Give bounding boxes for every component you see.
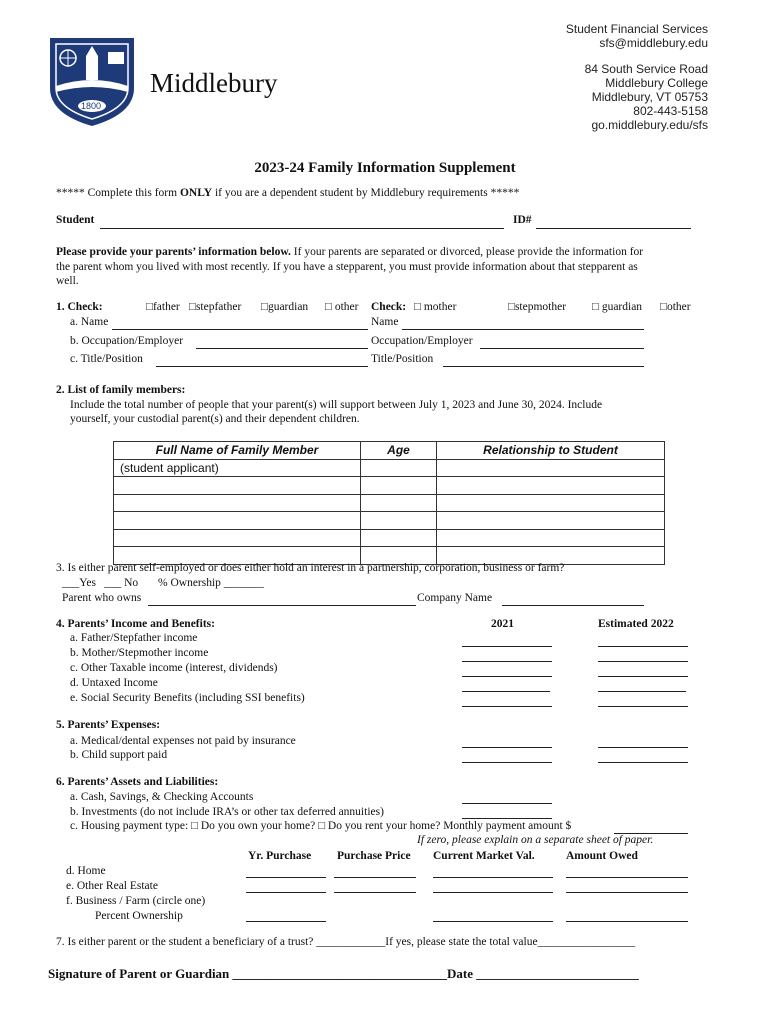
table-cell[interactable] xyxy=(437,512,665,530)
income-c-2022-field[interactable] xyxy=(598,676,688,677)
table-cell[interactable] xyxy=(437,494,665,512)
col-purchase-price: Purchase Price xyxy=(337,850,411,862)
section2-heading: 2. List of family members: xyxy=(56,384,186,396)
logo-year: 1800 xyxy=(81,101,102,111)
income-a-2022-field[interactable] xyxy=(598,646,688,647)
table-cell[interactable] xyxy=(114,512,361,530)
home-yr-field[interactable] xyxy=(246,877,326,878)
father-name-field[interactable] xyxy=(112,329,368,330)
table-header-row xyxy=(114,442,665,460)
table-row xyxy=(114,529,665,547)
income-b-2021-field[interactable] xyxy=(462,661,552,662)
address-line-2: Middlebury College xyxy=(605,76,708,90)
title-c-label: c. Title/Position xyxy=(70,353,143,365)
notice-pre: ***** Complete this form xyxy=(56,187,180,199)
asset-b-field[interactable] xyxy=(462,818,552,819)
table-cell[interactable] xyxy=(114,477,361,495)
name-a-label: a. Name xyxy=(70,316,109,328)
home-market-field[interactable] xyxy=(433,877,553,878)
realestate-owed-field[interactable] xyxy=(566,892,688,893)
check-mother[interactable]: □ mother xyxy=(414,301,457,313)
table-row xyxy=(114,477,665,495)
instructions-bold: Please provide your parents’ information below. xyxy=(56,246,291,258)
col-amount-owed: Amount Owed xyxy=(566,850,638,862)
section5-heading: 5. Parents’ Expenses: xyxy=(56,719,161,731)
office-website[interactable]: go.middlebury.edu/sfs xyxy=(591,118,708,132)
home-price-field[interactable] xyxy=(334,877,416,878)
expense-item-b: b. Child support paid xyxy=(70,749,168,761)
occupation-b-label: b. Occupation/Employer xyxy=(70,335,184,347)
table-cell[interactable] xyxy=(361,529,437,547)
income-e-2022-field[interactable] xyxy=(598,706,688,707)
instructions xyxy=(56,245,643,289)
col-age: Age xyxy=(361,442,437,460)
section3-question: 3. Is either parent self-employed or does either hold an interest in a partnership, corporation, business or farm? xyxy=(56,562,565,574)
section2-line-2: yourself, your custodial parent(s) and their dependent children. xyxy=(70,413,360,425)
col-yr-purchase: Yr. Purchase xyxy=(248,850,312,862)
income-item-e: e. Social Security Benefits (including SSI benefits) xyxy=(70,692,305,704)
income-b-2022-field[interactable] xyxy=(598,661,688,662)
section2-line-1: Include the total number of people that your parent(s) will support between July 1, 2023 and June 30, 2024. Include xyxy=(70,399,603,411)
income-d-2021-field[interactable] xyxy=(462,691,550,692)
table-cell[interactable] xyxy=(361,512,437,530)
office-phone: 802-443-5158 xyxy=(633,104,708,118)
realestate-market-field[interactable] xyxy=(433,892,553,893)
father-occupation-field[interactable] xyxy=(196,348,368,349)
student-label: Student xyxy=(56,214,95,226)
table-cell[interactable] xyxy=(114,494,361,512)
father-title-field[interactable] xyxy=(156,366,368,367)
col-full-name: Full Name of Family Member xyxy=(114,442,361,460)
mother-occupation-field[interactable] xyxy=(480,348,644,349)
check-guardian-left[interactable]: □guardian xyxy=(261,301,309,313)
notice-bold: ONLY xyxy=(179,187,213,199)
address-line-3: Middlebury, VT 05753 xyxy=(591,90,708,104)
section1-check-label: 1. Check: xyxy=(56,301,103,313)
check-guardian-right[interactable]: □ guardian xyxy=(592,301,643,313)
contact-block xyxy=(566,22,708,132)
address-line-1: 84 South Service Road xyxy=(584,62,708,76)
self-employed-no[interactable]: ___ No xyxy=(104,577,139,589)
id-label: ID# xyxy=(513,214,532,226)
table-cell[interactable] xyxy=(361,494,437,512)
form-title: 2023-24 Family Information Supplement xyxy=(254,160,516,176)
instructions-line-1: If your parents are separated or divorced, please provide the information for xyxy=(290,246,644,258)
notice-post: if you are a dependent student by Middlebury requirements ***** xyxy=(212,187,520,199)
check-stepmother[interactable]: □stepmother xyxy=(508,301,567,313)
check-other-left[interactable]: □ other xyxy=(325,301,359,313)
asset-item-c: c. Housing payment type: □ Do you own your home? □ Do you rent your home? Monthly payment amount $ xyxy=(70,820,572,832)
id-field[interactable] xyxy=(536,228,691,229)
expense-a-2022-field[interactable] xyxy=(598,747,688,748)
table-cell[interactable] xyxy=(437,529,665,547)
family-members-table xyxy=(113,441,665,565)
asset-a-field[interactable] xyxy=(462,803,552,804)
name-right-label: Name xyxy=(371,316,399,328)
realestate-yr-field[interactable] xyxy=(246,892,326,893)
asset-item-f: f. Business / Farm (circle one) xyxy=(66,895,206,907)
home-owed-field[interactable] xyxy=(566,877,688,878)
section7-question: 7. Is either parent or the student a beneficiary of a trust? ____________If yes, please state the total value_________________ xyxy=(56,936,636,948)
income-d-2022-field[interactable] xyxy=(598,691,686,692)
mother-title-field[interactable] xyxy=(443,366,644,367)
expense-a-2021-field[interactable] xyxy=(462,747,552,748)
student-field[interactable] xyxy=(100,228,504,229)
check-stepfather[interactable]: □stepfather xyxy=(189,301,242,313)
col-current-market: Current Market Val. xyxy=(433,850,535,862)
self-employed-yes[interactable]: ___Yes xyxy=(62,577,96,589)
table-cell[interactable] xyxy=(361,477,437,495)
title-right-label: Title/Position xyxy=(371,353,434,365)
income-a-2021-field[interactable] xyxy=(462,646,552,647)
office-email[interactable]: sfs@middlebury.edu xyxy=(599,36,708,50)
company-name-field[interactable] xyxy=(502,605,644,606)
expense-b-2022-field[interactable] xyxy=(598,762,688,763)
office-name: Student Financial Services xyxy=(565,22,708,36)
asset-item-b: b. Investments (do not include IRA’s or other tax deferred annuities) xyxy=(70,806,384,818)
notice xyxy=(56,187,519,199)
company-name-label: Company Name xyxy=(417,592,493,604)
income-c-2021-field[interactable] xyxy=(462,676,552,677)
asset-item-e: e. Other Real Estate xyxy=(66,880,158,892)
expense-b-2021-field[interactable] xyxy=(462,762,552,763)
col-relationship: Relationship to Student xyxy=(437,442,665,460)
section4-heading: 4. Parents’ Income and Benefits: xyxy=(56,618,215,630)
parent-owner-label: Parent who owns xyxy=(62,592,142,604)
income-item-d: d. Untaxed Income xyxy=(70,677,158,689)
realestate-price-field[interactable] xyxy=(334,892,416,893)
asset-item-d: d. Home xyxy=(66,865,106,877)
table-row xyxy=(114,494,665,512)
table-row xyxy=(114,459,665,477)
income-e-2021-field[interactable] xyxy=(462,706,552,707)
percent-ownership-label: Percent Ownership xyxy=(95,910,183,922)
business-owed-field[interactable] xyxy=(566,921,688,922)
logo-wordmark: Middlebury xyxy=(150,68,278,98)
occupation-right-label: Occupation/Employer xyxy=(371,335,473,347)
income-col-2022: Estimated 2022 xyxy=(598,618,674,630)
income-item-c: c. Other Taxable income (interest, dividends) xyxy=(70,662,278,674)
table-row xyxy=(114,512,665,530)
income-col-2021: 2021 xyxy=(491,618,514,630)
parent-owner-field[interactable] xyxy=(148,605,416,606)
check-other-right[interactable]: □other xyxy=(660,301,691,313)
ownership-percent-field[interactable] xyxy=(246,921,326,922)
asset-item-a: a. Cash, Savings, & Checking Accounts xyxy=(70,791,254,803)
mother-name-field[interactable] xyxy=(402,329,644,330)
table-cell[interactable] xyxy=(361,459,437,477)
table-cell[interactable] xyxy=(114,529,361,547)
table-cell[interactable] xyxy=(437,459,665,477)
instructions-line-3: well. xyxy=(56,275,79,287)
check-father[interactable]: □father xyxy=(146,301,180,313)
zero-note: If zero, please explain on a separate sheet of paper. xyxy=(417,834,654,846)
ownership-percent[interactable]: % Ownership _______ xyxy=(158,577,265,589)
table-cell[interactable]: (student applicant) xyxy=(114,459,361,477)
instructions-line-2: the parent whom you lived with most recently. If you have a stepparent, you must provide information about that stepparent as xyxy=(56,260,638,273)
section1-check-right: Check: xyxy=(371,301,407,313)
income-item-a: a. Father/Stepfather income xyxy=(70,632,198,644)
expense-item-a: a. Medical/dental expenses not paid by insurance xyxy=(70,735,296,747)
income-item-b: b. Mother/Stepmother income xyxy=(70,647,209,659)
signature-line[interactable]: Signature of Parent or Guardian _________________________________Date _________________________ xyxy=(48,966,639,981)
business-market-field[interactable] xyxy=(433,921,553,922)
section6-heading: 6. Parents’ Assets and Liabilities: xyxy=(56,776,219,788)
table-cell[interactable] xyxy=(437,477,665,495)
